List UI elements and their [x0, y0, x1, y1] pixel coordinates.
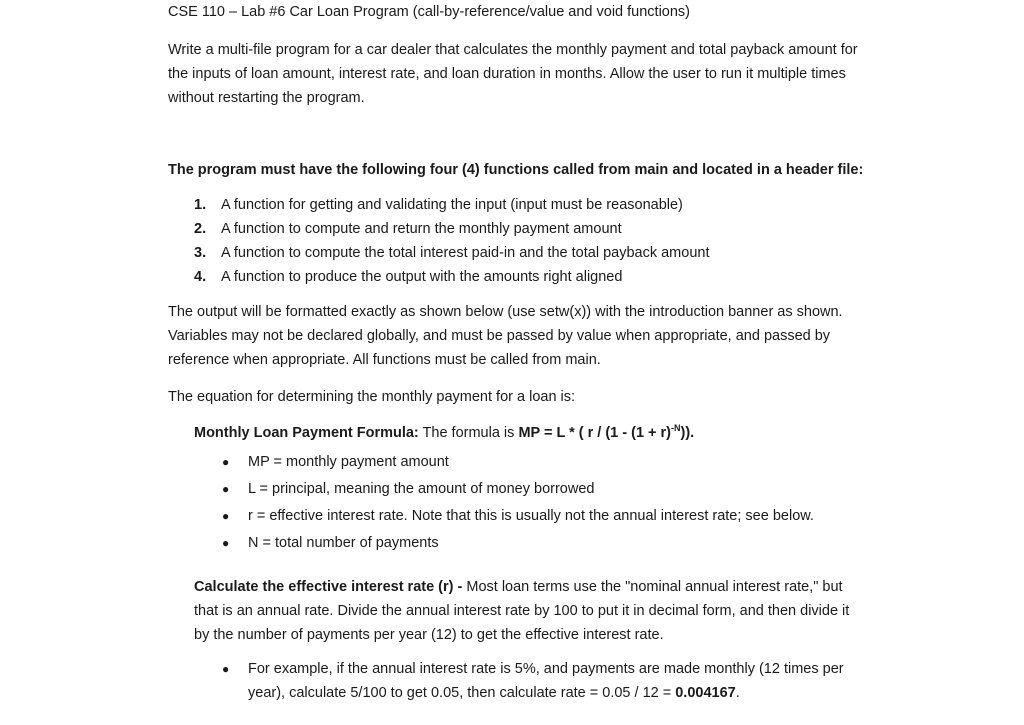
- list-number: 1.: [194, 197, 207, 213]
- formula-exponent: -N: [671, 423, 681, 433]
- variables-list: [222, 449, 814, 557]
- list-item: [194, 241, 709, 265]
- example-value: 0.004167: [675, 685, 736, 701]
- formula-expression: MP = L * ( r / (1 - (1 + r): [518, 425, 671, 441]
- list-item: [194, 217, 709, 241]
- list-item: [222, 449, 814, 476]
- bullet-icon: ●: [222, 482, 230, 496]
- equation-intro: The equation for determining the monthly payment for a loan is:: [168, 389, 576, 405]
- list-item-text: A function to produce the output with the amounts right aligned: [221, 269, 623, 285]
- effective-rate-paragraph: [194, 575, 864, 647]
- formula-text: The formula is: [418, 425, 519, 441]
- list-number: 2.: [194, 221, 207, 237]
- bullet-icon: ●: [222, 509, 230, 523]
- list-item-text: A function to compute the total interest paid-in and the total payback amount: [221, 245, 710, 261]
- variable-definition: r = effective interest rate. Note that this is usually not the annual interest rate; see below.: [248, 508, 814, 524]
- effective-rate-label: Calculate the effective interest rate (r) -: [194, 579, 463, 595]
- functions-list: [194, 193, 709, 289]
- formula-expression-end: )).: [680, 425, 695, 441]
- list-number: 4.: [194, 269, 207, 285]
- example-bullet: [222, 657, 868, 705]
- list-item: [222, 530, 814, 557]
- example-end: .: [735, 685, 740, 701]
- document-title: CSE 110 – Lab #6 Car Loan Program (call-by-reference/value and void functions): [168, 4, 691, 20]
- formula-label: Monthly Loan Payment Formula:: [194, 425, 419, 441]
- variable-definition: L = principal, meaning the amount of money borrowed: [248, 481, 595, 497]
- bullet-icon: ●: [222, 536, 230, 550]
- list-item-text: A function for getting and validating the input (input must be reasonable): [221, 197, 683, 213]
- list-item: [222, 476, 814, 503]
- output-note-paragraph: The output will be formatted exactly as shown below (use setw(x)) with the introduction banner as shown. Variables may not be declared globally, and must be passed by value when appropriate, and passed by reference when appropriate. All functions must be called from main.: [168, 304, 843, 368]
- list-item: [222, 503, 814, 530]
- example-text: For example, if the annual interest rate is 5%, and payments are made monthly (12 times per year), calculate 5/100 to get 0.05, then calculate rate = 0.05 / 12 =: [248, 661, 844, 701]
- variable-definition: N = total number of payments: [248, 535, 439, 551]
- list-number: 3.: [194, 245, 207, 261]
- list-item: [194, 265, 709, 289]
- formula-line: [194, 423, 694, 441]
- requirements-heading: The program must have the following four (4) functions called from main and located in a header file:: [168, 162, 864, 178]
- list-item: [194, 193, 709, 217]
- variable-definition: MP = monthly payment amount: [248, 454, 449, 470]
- intro-paragraph: Write a multi-file program for a car dealer that calculates the monthly payment and total payback amount for the inputs of loan amount, interest rate, and loan duration in months. Allow the user to run it multiple times without restarting the program.: [168, 42, 858, 106]
- bullet-icon: ●: [222, 662, 230, 676]
- list-item-text: A function to compute and return the monthly payment amount: [221, 221, 622, 237]
- bullet-icon: ●: [222, 455, 230, 469]
- effective-rate-text: Most loan terms use the "nominal annual interest rate," but that is an annual rate. Divide the annual interest rate by 100 to put it in decimal form, and then divide it by the number of payments per year (12) to get the effective interest rate.: [194, 579, 850, 643]
